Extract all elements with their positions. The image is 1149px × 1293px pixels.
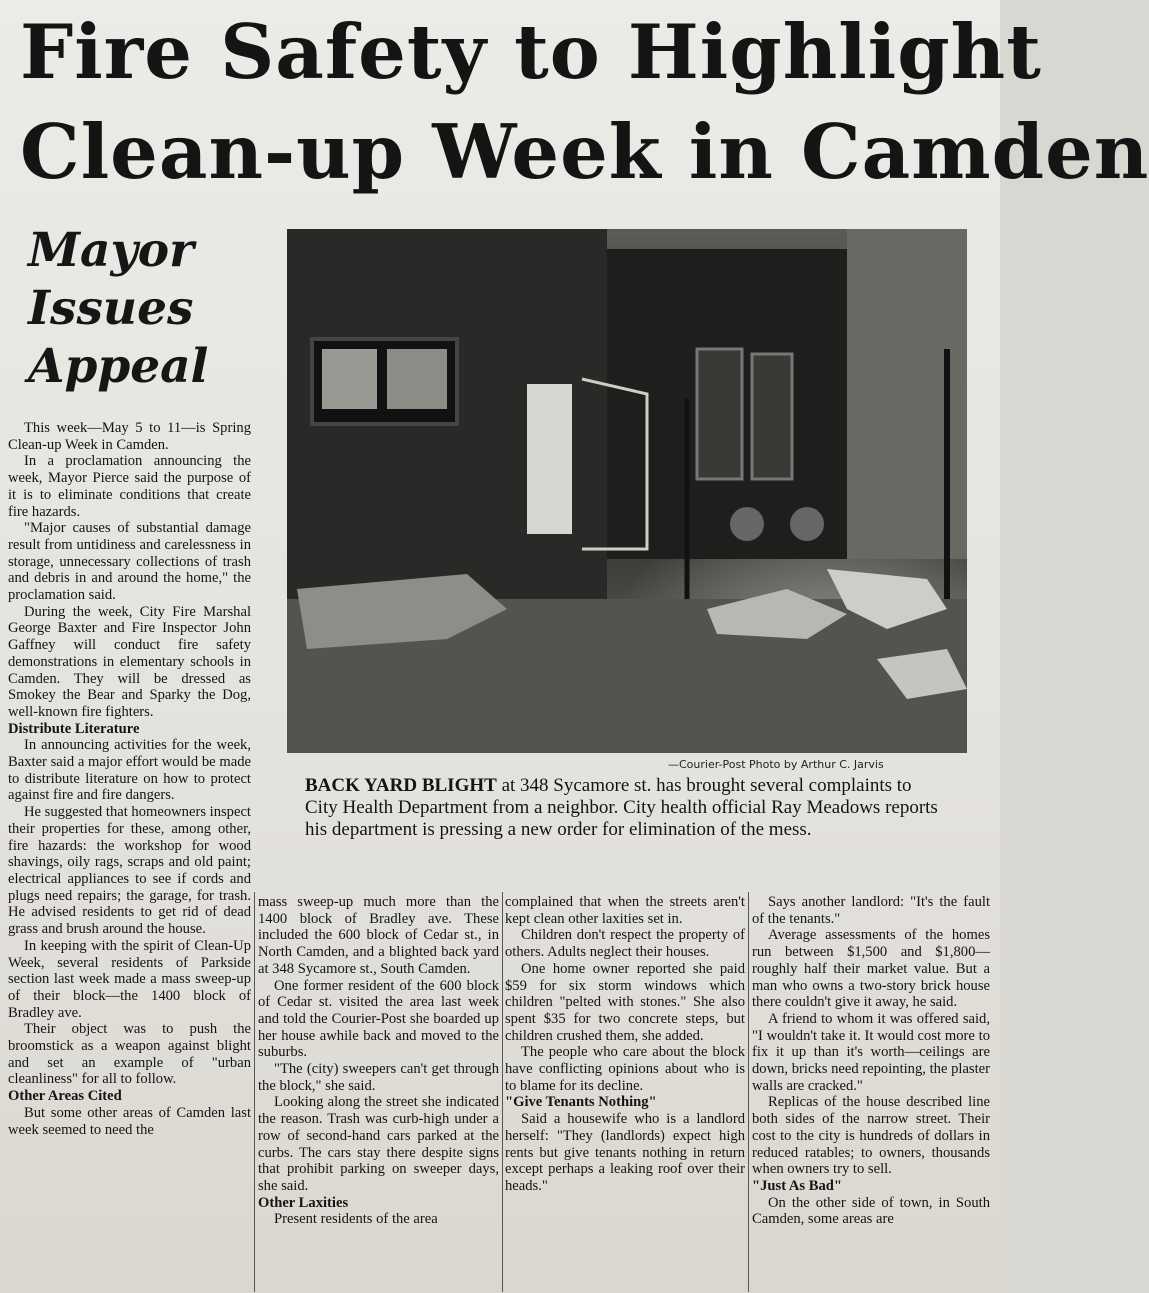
- paragraph: Present residents of the area: [274, 1211, 438, 1228]
- subhead: Other Laxities: [258, 1194, 349, 1211]
- paragraph: complained that when the streets aren't kept clean other laxities set in.: [505, 894, 745, 927]
- paragraph: Said a housewife who is a landlord herself: "They (landlords) expect high rents but give tenants nothing in return except perhaps a leaking roof over their heads.": [505, 1111, 745, 1194]
- paragraph: On the other side of town, in South Camden, some areas are: [752, 1194, 990, 1228]
- paragraph: During the week, City Fire Marshal George Baxter and Fire Inspector John Gaffney will conduct fire safety demonstrations in elementary schools in Camden. They will be dressed as Smokey the Bear and Sparky the Dog, well-known fire fighters.: [8, 603, 251, 720]
- column-rule: [502, 892, 503, 1292]
- subhead: "Give Tenants Nothing": [505, 1094, 657, 1111]
- paragraph: But some other areas of Camden last week seemed to need the: [8, 1104, 251, 1138]
- kicker-subhead: [28, 222, 268, 396]
- article-column-4: [752, 894, 990, 1228]
- photo-credit: —Courier-Post Photo by Arthur C. Jarvis: [668, 758, 884, 771]
- subhead: Other Areas Cited: [8, 1088, 122, 1105]
- kicker-line-3: Appeal: [28, 339, 209, 394]
- paragraph: "Major causes of substantial damage result from untidiness and carelessness in storage, unnecessary collections of trash and debris in and around the home," the proclamation said.: [8, 520, 251, 604]
- paragraph: Their object was to push the broomstick as a weapon against blight and set an example of "urban cleanliness" for all to follow.: [8, 1021, 251, 1088]
- caption-lead: BACK YARD BLIGHT: [305, 775, 497, 796]
- article-column-3: [505, 894, 745, 1195]
- subhead: "Just As Bad": [752, 1177, 843, 1194]
- paragraph: The people who care about the block have conflicting opinions about who is to blame for its decline.: [505, 1044, 745, 1094]
- chair-1: [730, 507, 764, 541]
- headline-line-1: Fire Safety to Highlight: [20, 8, 1042, 96]
- window-pane-2: [387, 349, 447, 409]
- back-yard-photo: [287, 229, 967, 753]
- paragraph: In a proclamation announcing the week, Mayor Pierce said the purpose of it is to eliminate conditions that create fire hazards.: [8, 453, 251, 520]
- paragraph: A friend to whom it was offered said, "I wouldn't take it. It would cost more to fix it up than it's worth—ceilings are down, bricks need repointing, the plaster walls are cracked.": [752, 1010, 990, 1094]
- window-right-1: [697, 349, 742, 479]
- paragraph: Children don't respect the property of others. Adults neglect their houses.: [505, 927, 745, 961]
- paragraph: This week—May 5 to 11—is Spring Clean-up Week in Camden.: [8, 420, 251, 453]
- white-door: [527, 384, 572, 534]
- paragraph: Looking along the street she indicated the reason. Trash was curb-high under a row of second-hand cars parked at the curbs. The cars stay there despite signs that prohibit parking on sweeper days, she said.: [258, 1094, 499, 1194]
- paragraph: Replicas of the house described line both sides of the narrow street. Their cost to the city is hundreds of dollars in reduced ratables; to owners, thousands when owners try to sell.: [752, 1094, 990, 1178]
- paragraph: In keeping with the spirit of Clean-Up Week, several residents of Parkside section last week made a mass sweep-up of their block—the 1400 block of Bradley ave.: [8, 937, 251, 1021]
- paragraph: Average assessments of the homes run between $1,500 and $1,800—roughly half their market value. But a man who owns a two-story brick house there couldn't give it away, he said.: [752, 927, 990, 1011]
- window-pane-1: [322, 349, 377, 409]
- caption-text: at 348 Sycamore st. has brought several complaints to City Health Department from a neighbor. City health official Ray Meadows reports his department is pressing a new order for elimination of the mess.: [305, 775, 938, 840]
- paragraph: One home owner reported she paid $59 for six storm windows which children "pelted with stones." She also spent $35 for two concrete steps, but children crushed them, she added.: [505, 960, 745, 1044]
- column-rule: [748, 892, 749, 1292]
- headline: [20, 2, 1149, 202]
- window-right-2: [752, 354, 792, 479]
- chair-2: [790, 507, 824, 541]
- article-column-1: [8, 420, 251, 1138]
- paragraph: Says another landlord: "It's the fault of the tenants.": [752, 894, 990, 927]
- subhead: Distribute Literature: [8, 720, 140, 737]
- kicker-line-1: Mayor: [28, 223, 194, 278]
- kicker-line-2: Issues: [28, 281, 194, 336]
- photo-illustration: [287, 229, 967, 753]
- paragraph: mass sweep-up much more than the 1400 block of Bradley ave. These included the 600 block of Cedar st., in North Camden, and a blighted back yard at 348 Sycamore st., South Camden.: [258, 894, 499, 977]
- paragraph: One former resident of the 600 block of Cedar st. visited the area last week and told the Courier-Post she boarded up her house awhile back and moved to the suburbs.: [258, 977, 499, 1061]
- column-rule: [254, 892, 255, 1292]
- paragraph: "The (city) sweepers can't get through the block," she said.: [258, 1061, 499, 1094]
- photo-caption: [305, 775, 945, 841]
- paragraph: In announcing activities for the week, Baxter said a major effort would be made to distribute literature on how to protect against fire and fire dangers.: [8, 737, 251, 804]
- article-column-2: [258, 894, 499, 1228]
- paragraph: He suggested that homeowners inspect their properties for these, among other, fire hazards: the workshop for wood shavings, oily rags, scraps and old paint; electrical appliances to see if cords and plugs need repairs; the garage, for trash. He advised residents to get rid of dead grass and brush around the house.: [8, 804, 251, 938]
- headline-line-2: Clean-up Week in Camden: [20, 108, 1149, 196]
